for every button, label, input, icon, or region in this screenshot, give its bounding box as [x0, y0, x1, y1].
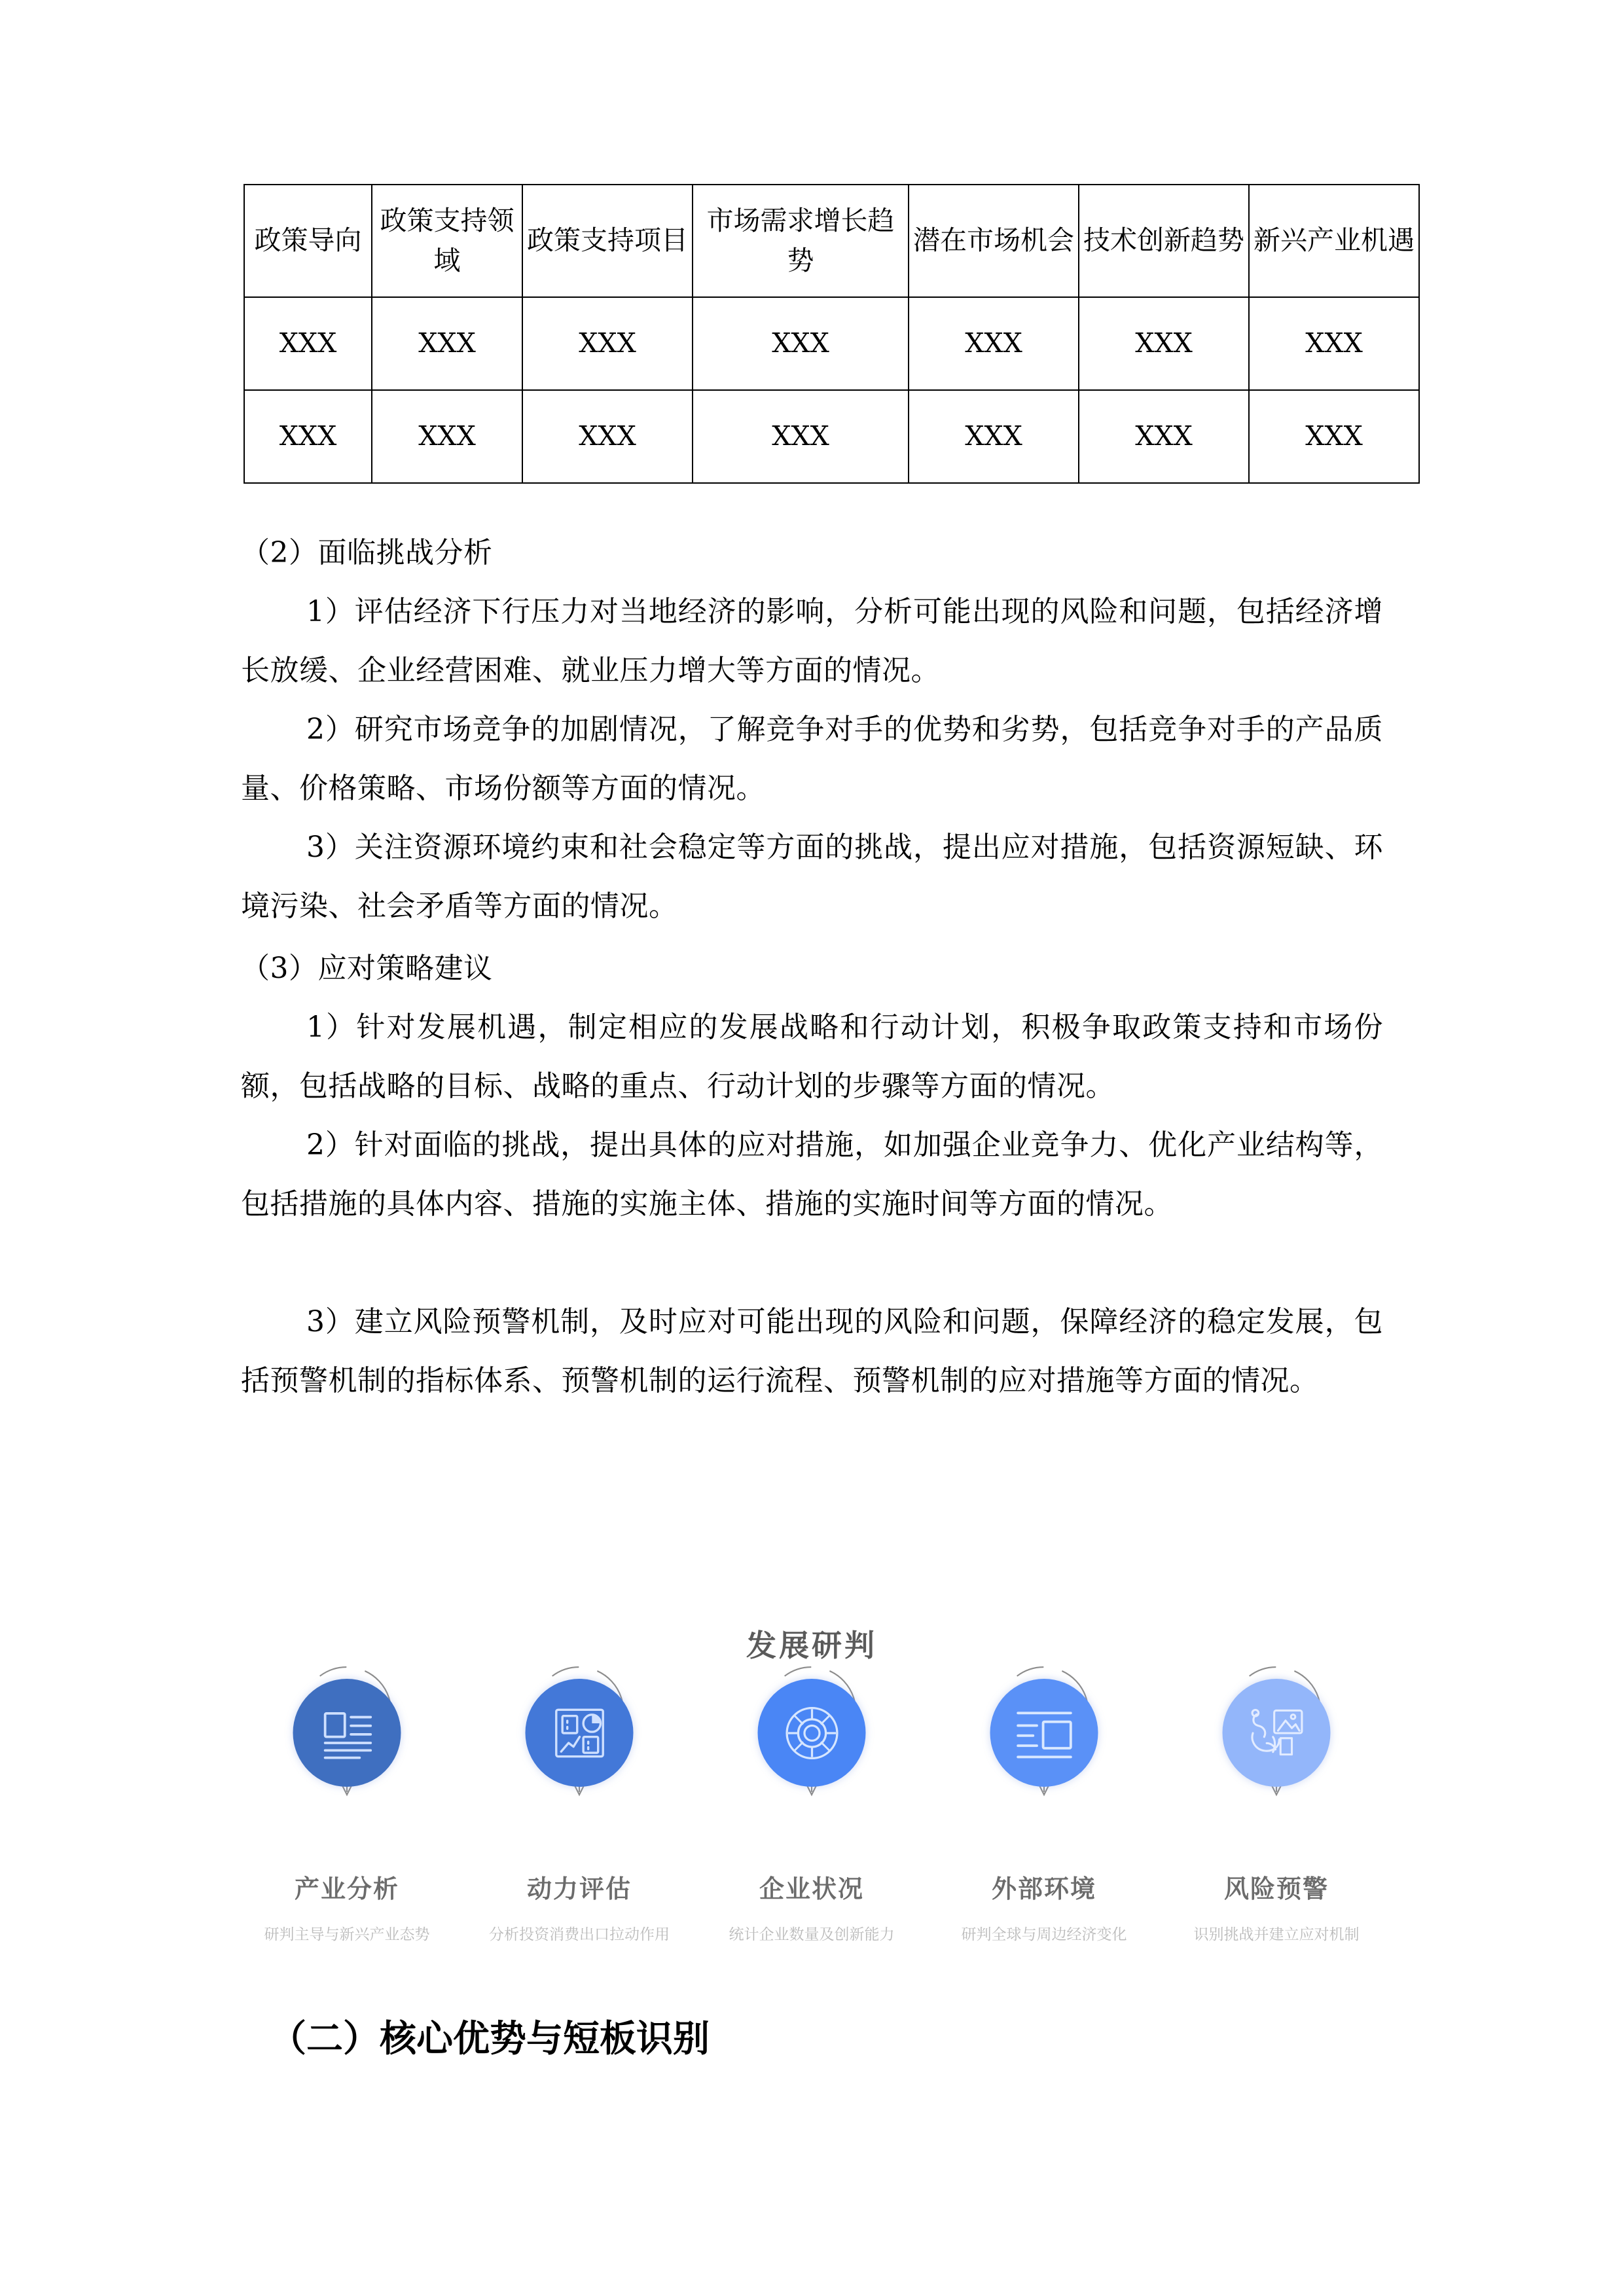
text-image-layout-icon: [990, 1679, 1098, 1787]
label-description: 分析投资消费出口拉动作用: [489, 1926, 670, 1943]
infographic-label-enterprise-status: [713, 1869, 910, 1946]
label-title: 产业分析: [294, 1874, 399, 1903]
table-cell: XXX: [372, 297, 522, 390]
infographic-node-enterprise-status[interactable]: [713, 1662, 910, 1859]
table-header-cell: 潜在市场机会: [909, 185, 1079, 297]
label-description: 统计企业数量及创新能力: [729, 1926, 895, 1943]
table-header-cell: 技术创新趋势: [1079, 185, 1249, 297]
infographic-label-risk-warning: [1178, 1869, 1375, 1946]
table-cell: XXX: [244, 390, 372, 483]
infographic-node-external-environment[interactable]: [946, 1662, 1142, 1859]
infographic-node-risk-warning[interactable]: [1178, 1662, 1375, 1859]
table-cell: XXX: [1249, 390, 1419, 483]
strategy-item-1: 1）针对发展机遇，制定相应的发展战略和行动计划，积极争取政策支持和市场份额，包括战略的目标、战略的重点、行动计划的步骤等方面的情况。: [241, 1011, 1383, 1103]
infographic-nodes: [249, 1662, 1375, 1859]
infographic-label-driver-evaluation: [481, 1869, 677, 1946]
strategy-item-2: 2）针对面临的挑战，提出具体的应对措施，如加强企业竞争力、优化产业结构等，包括措施的具体内容、措施的实施主体、措施的实施时间等方面的情况。: [241, 1128, 1383, 1221]
label-description: 识别挑战并建立应对机制: [1193, 1926, 1360, 1943]
label-description: 研判全球与周边经济变化: [961, 1926, 1127, 1943]
policy-opportunity-table: [244, 184, 1420, 484]
table-cell: XXX: [522, 390, 693, 483]
table-row: [244, 297, 1419, 390]
infographic-node-driver-evaluation[interactable]: [481, 1662, 677, 1859]
table-header-cell: 政策导向: [244, 185, 372, 297]
table-cell: XXX: [522, 297, 693, 390]
table-cell: XXX: [909, 390, 1079, 483]
challenge-item-1: 1）评估经济下行压力对当地经济的影响，分析可能出现的风险和问题，包括经济增长放缓、企业经营困难、就业压力增大等方面的情况。: [241, 595, 1383, 687]
table-cell: XXX: [1079, 297, 1249, 390]
policy-opportunity-table-wrapper: [244, 184, 1415, 484]
table-cell: XXX: [372, 390, 522, 483]
core-advantage-heading: （二）核心优势与短板识别: [270, 2017, 710, 2060]
challenge-analysis-heading: （2）面临挑战分析: [241, 536, 493, 569]
infographic-label-external-environment: [946, 1869, 1142, 1946]
table-header-cell: 政策支持领域: [372, 185, 522, 297]
strategy-suggestion-heading: （3）应对策略建议: [241, 952, 493, 985]
table-cell: XXX: [693, 297, 909, 390]
infographic-node-industry-analysis[interactable]: [249, 1662, 445, 1859]
label-title: 动力评估: [526, 1874, 632, 1903]
label-description: 研判主导与新兴产业态势: [264, 1926, 430, 1943]
table-header-row: [244, 185, 1419, 297]
label-title: 风险预警: [1223, 1874, 1329, 1903]
table-cell: XXX: [1079, 390, 1249, 483]
challenge-item-3: 3）关注资源环境约束和社会稳定等方面的挑战，提出应对措施，包括资源短缺、环境污染、社会矛盾等方面的情况。: [241, 831, 1383, 923]
infographic-title: 发展研判: [746, 1628, 877, 1663]
table-cell: XXX: [244, 297, 372, 390]
dashboard-chart-icon: [526, 1679, 634, 1787]
label-title: 外部环境: [991, 1874, 1096, 1903]
development-assessment-infographic: [249, 1571, 1375, 1990]
alert-picture-icon: [1223, 1679, 1331, 1787]
table-header-cell: 政策支持项目: [522, 185, 693, 297]
infographic-label-industry-analysis: [249, 1869, 445, 1946]
table-header-cell: 市场需求增长趋势: [693, 185, 909, 297]
table-row: [244, 390, 1419, 483]
table-header-cell: 新兴产业机遇: [1249, 185, 1419, 297]
table-cell: XXX: [693, 390, 909, 483]
table-cell: XXX: [1249, 297, 1419, 390]
target-wheel-icon: [758, 1679, 866, 1787]
strategy-item-3: 3）建立风险预警机制，及时应对可能出现的风险和问题，保障经济的稳定发展，包括预警机制的指标体系、预警机制的运行流程、预警机制的应对措施等方面的情况。: [241, 1305, 1383, 1397]
table-cell: XXX: [909, 297, 1079, 390]
label-title: 企业状况: [759, 1874, 864, 1903]
document-layout-icon: [293, 1679, 401, 1787]
infographic-labels: [249, 1869, 1375, 1946]
challenge-item-2: 2）研究市场竞争的加剧情况，了解竞争对手的优势和劣势，包括竞争对手的产品质量、价格策略、市场份额等方面的情况。: [241, 713, 1383, 805]
